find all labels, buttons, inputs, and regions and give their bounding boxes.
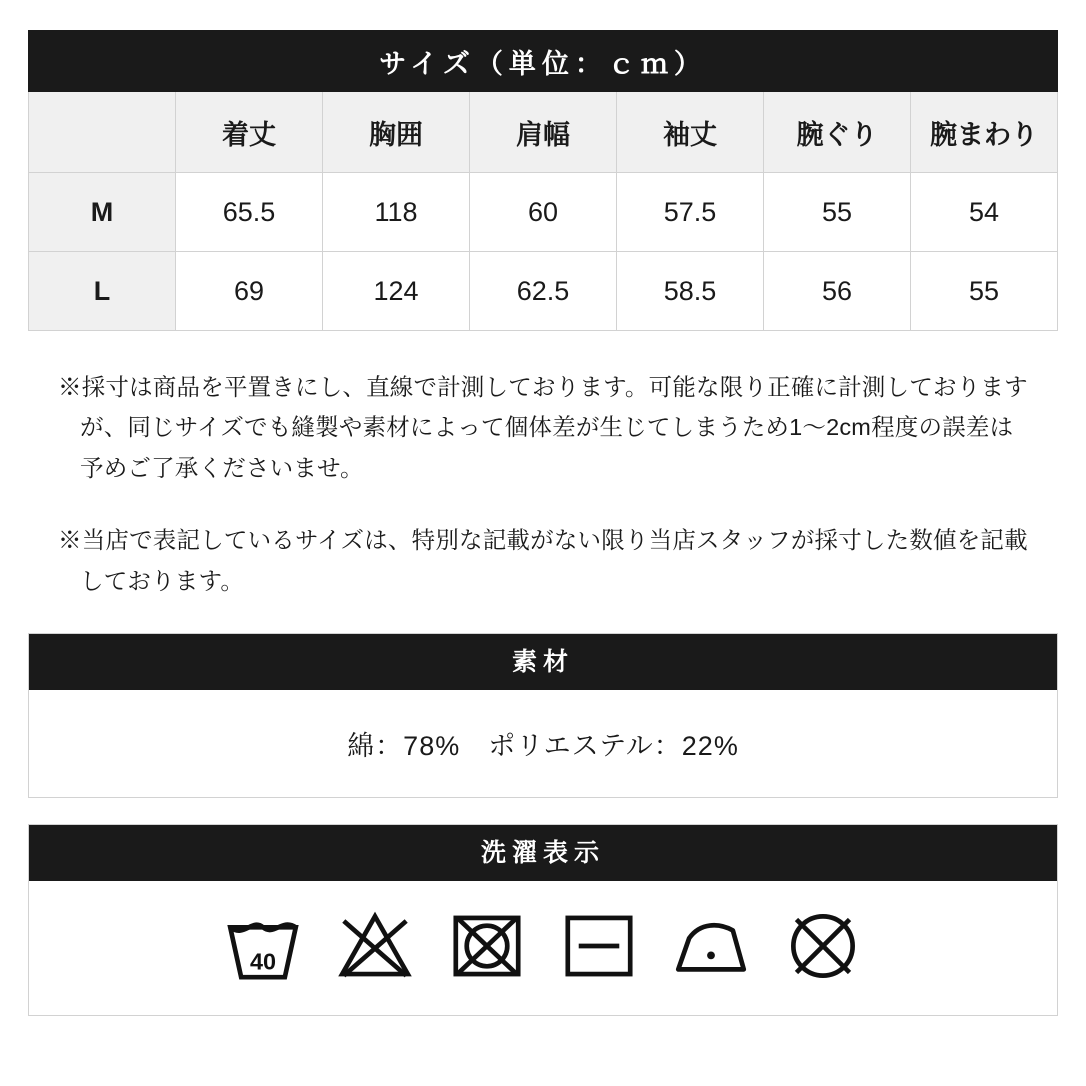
cell-m-shoulder: 60 (470, 173, 617, 252)
cell-m-length: 65.5 (176, 173, 323, 252)
size-table (28, 30, 1058, 331)
column-header-arm-circumference: 腕まわり (911, 92, 1058, 173)
column-header-sleeve: 袖丈 (617, 92, 764, 173)
table-row (29, 252, 1058, 331)
table-row (29, 173, 1058, 252)
cell-l-armhole: 56 (764, 252, 911, 331)
drip-dry-icon (560, 907, 638, 985)
material-section-title: 素材 (29, 634, 1057, 690)
size-table-title: サイズ（単位：ｃｍ） (29, 31, 1058, 92)
cell-m-armhole: 55 (764, 173, 911, 252)
cell-l-chest: 124 (323, 252, 470, 331)
no-tumble-dry-icon (448, 907, 526, 985)
size-table-corner-cell (29, 92, 176, 173)
care-section (28, 824, 1058, 1016)
cell-l-sleeve: 58.5 (617, 252, 764, 331)
wash-temperature-label: 40 (249, 948, 277, 975)
care-section-title: 洗濯表示 (29, 825, 1057, 881)
material-composition-text: 綿：78% ポリエステル：22% (347, 731, 739, 762)
column-header-armhole: 腕ぐり (764, 92, 911, 173)
material-section (28, 633, 1058, 798)
wash-40-icon (224, 907, 302, 985)
cell-m-arm-circumference: 54 (911, 173, 1058, 252)
column-header-chest: 胸囲 (323, 92, 470, 173)
cell-l-shoulder: 62.5 (470, 252, 617, 331)
iron-low-icon (672, 907, 750, 985)
measurement-notes (28, 367, 1058, 601)
row-label-l: L (29, 252, 176, 331)
cell-l-arm-circumference: 55 (911, 252, 1058, 331)
care-icon-row (29, 881, 1057, 1015)
cell-m-sleeve: 57.5 (617, 173, 764, 252)
cell-m-chest: 118 (323, 173, 470, 252)
note-store-measurement: ※当店で表記しているサイズは、特別な記載がない限り当店スタッフが採寸した数値を記載しております。 (58, 527, 1028, 594)
column-header-length: 着丈 (176, 92, 323, 173)
column-header-shoulder: 肩幅 (470, 92, 617, 173)
row-label-m: M (29, 173, 176, 252)
no-dry-clean-icon (784, 907, 862, 985)
note-measurement-method: ※採寸は商品を平置きにし、直線で計測しております。可能な限り正確に計測しておりますが、同じサイズでも縫製や素材によって個体差が生じてしまうため1〜2cm程度の誤差は予めご了承くださいませ。 (58, 374, 1028, 481)
cell-l-length: 69 (176, 252, 323, 331)
no-bleach-icon (336, 907, 414, 985)
